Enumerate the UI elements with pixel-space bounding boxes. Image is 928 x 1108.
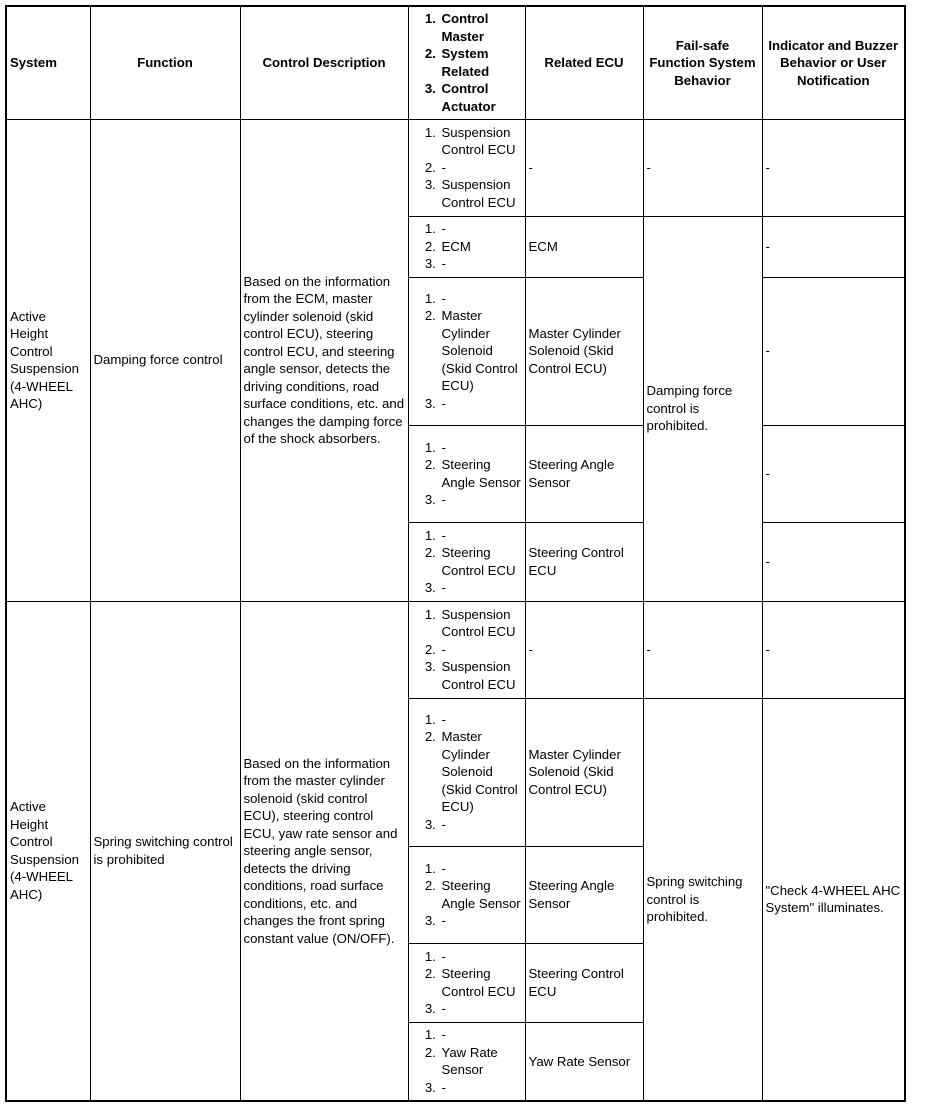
role-master: 1. - xyxy=(440,860,522,878)
roles-cell xyxy=(408,425,525,522)
role-actuator: 3. Suspension Control ECU xyxy=(440,658,522,693)
failsafe-cell: Spring switching control is prohibited. xyxy=(643,698,762,1101)
roles-cell xyxy=(408,1022,525,1101)
roles-cell xyxy=(408,277,525,425)
role-related: 2. Steering Angle Sensor xyxy=(440,877,522,912)
function-cell: Spring switching control is prohibited xyxy=(90,601,240,1101)
ecu-cell: Master Cylinder Solenoid (Skid Control ECU) xyxy=(525,698,643,846)
role-related: 2. Master Cylinder Solenoid (Skid Control ECU) xyxy=(440,728,522,816)
role-master: 1. - xyxy=(440,220,522,238)
ecu-cell: Yaw Rate Sensor xyxy=(525,1022,643,1101)
role-related: 2. Master Cylinder Solenoid (Skid Control ECU) xyxy=(440,307,522,395)
indicator-cell: - xyxy=(762,601,905,698)
ecu-cell: Steering Control ECU xyxy=(525,943,643,1022)
role-actuator: 3. - xyxy=(440,1000,522,1018)
role-related: 2. Steering Control ECU xyxy=(440,965,522,1000)
role-actuator: 3. - xyxy=(440,255,522,273)
roles-cell xyxy=(408,698,525,846)
roles-cell xyxy=(408,119,525,216)
indicator-cell: - xyxy=(762,522,905,601)
role-related: 2. - xyxy=(440,641,522,659)
role-related: 2. ECM xyxy=(440,238,522,256)
role-master: 1. Suspension Control ECU xyxy=(440,606,522,641)
table-row xyxy=(6,601,905,698)
description-cell: Based on the information from the master cylinder solenoid (skid control ECU), steering control ECU, yaw rate sensor and steering angle sensor, detects the driving conditions, road surface conditions, etc. and changes the front spring constant value (ON/OFF). xyxy=(240,601,408,1101)
role-related: 2. Steering Angle Sensor xyxy=(440,456,522,491)
header-indicator: Indicator and Buzzer Behavior or User Notification xyxy=(762,6,905,119)
role-master: 1. - xyxy=(440,711,522,729)
role-actuator: 3. - xyxy=(440,912,522,930)
ecu-cell: Master Cylinder Solenoid (Skid Control ECU) xyxy=(525,277,643,425)
role-master: 1. - xyxy=(440,1026,522,1044)
role-related: 2. Steering Control ECU xyxy=(440,544,522,579)
role-master: 1. - xyxy=(440,290,522,308)
ecu-cell: - xyxy=(525,601,643,698)
ecu-cell: - xyxy=(525,119,643,216)
ecu-cell: Steering Angle Sensor xyxy=(525,846,643,943)
header-control-roles xyxy=(408,6,525,119)
system-cell: Active Height Control Suspension (4-WHEEL AHC) xyxy=(6,119,90,601)
system-function-table xyxy=(5,5,906,1102)
system-cell: Active Height Control Suspension (4-WHEEL AHC) xyxy=(6,601,90,1101)
function-cell: Damping force control xyxy=(90,119,240,601)
roles-cell xyxy=(408,943,525,1022)
indicator-cell: "Check 4-WHEEL AHC System" illuminates. xyxy=(762,698,905,1101)
header-role-actuator: 3. Control Actuator xyxy=(440,80,522,115)
role-related: 2. - xyxy=(440,159,522,177)
role-actuator: 3. - xyxy=(440,579,522,597)
header-row xyxy=(6,6,905,119)
role-actuator: 3. - xyxy=(440,491,522,509)
role-master: 1. - xyxy=(440,527,522,545)
role-master: 1. - xyxy=(440,439,522,457)
roles-cell xyxy=(408,522,525,601)
indicator-cell: - xyxy=(762,277,905,425)
role-related: 2. Yaw Rate Sensor xyxy=(440,1044,522,1079)
role-actuator: 3. Suspension Control ECU xyxy=(440,176,522,211)
failsafe-cell: - xyxy=(643,601,762,698)
indicator-cell: - xyxy=(762,119,905,216)
header-role-related: 2. System Related xyxy=(440,45,522,80)
failsafe-cell: Damping force control is prohibited. xyxy=(643,216,762,601)
description-cell: Based on the information from the ECM, master cylinder solenoid (skid control ECU), steering control ECU, and steering angle sensor, detects the driving conditions, road surface conditions, etc. and changes the damping force of the shock absorbers. xyxy=(240,119,408,601)
roles-cell xyxy=(408,846,525,943)
failsafe-cell: - xyxy=(643,119,762,216)
role-master: 1. - xyxy=(440,948,522,966)
header-fail-safe: Fail-safe Function System Behavior xyxy=(643,6,762,119)
indicator-cell: - xyxy=(762,425,905,522)
roles-cell xyxy=(408,601,525,698)
ecu-cell: ECM xyxy=(525,216,643,277)
header-role-master: 1. Control Master xyxy=(440,10,522,45)
header-function: Function xyxy=(90,6,240,119)
indicator-cell: - xyxy=(762,216,905,277)
role-actuator: 3. - xyxy=(440,1079,522,1097)
roles-cell xyxy=(408,216,525,277)
ecu-cell: Steering Angle Sensor xyxy=(525,425,643,522)
ecu-cell: Steering Control ECU xyxy=(525,522,643,601)
role-master: 1. Suspension Control ECU xyxy=(440,124,522,159)
role-actuator: 3. - xyxy=(440,395,522,413)
header-control-description: Control Description xyxy=(240,6,408,119)
header-related-ecu: Related ECU xyxy=(525,6,643,119)
role-actuator: 3. - xyxy=(440,816,522,834)
header-system: System xyxy=(6,6,90,119)
table-row xyxy=(6,119,905,216)
